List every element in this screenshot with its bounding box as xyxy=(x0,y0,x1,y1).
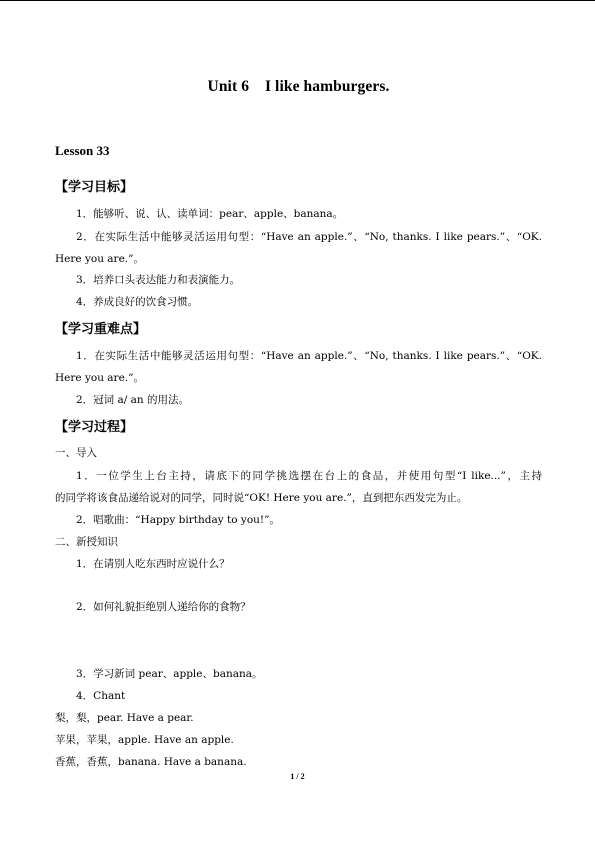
key-point-item: 1．在实际生活中能够灵活运用句型：“Have an apple.”、“No, thanks. I like pears.”、“OK. xyxy=(76,350,542,362)
part2-item: 3．学习新词 pear、apple、banana。 xyxy=(76,668,263,680)
goal-item: 4．养成良好的饮食习惯。 xyxy=(76,296,199,308)
part2-item: 2．如何礼貌拒绝别人递给你的食物？ xyxy=(76,601,251,613)
part2-item: 4．Chant xyxy=(76,690,126,702)
part1-item-continuation: 的同学将该食品递给说对的同学，同时说“OK! Here you are.”，直到把东西发完为止。 xyxy=(55,492,468,504)
lesson-label: Lesson 33 xyxy=(55,143,110,158)
goal-item: 1．能够听、说、认、读单词：pear、apple、banana。 xyxy=(76,208,344,220)
goal-item: 2．在实际生活中能够灵活运用句型：“Have an apple.”、“No, thanks. I like pears.”、“OK. xyxy=(76,231,542,243)
chant-line: 香蕉，香蕉，banana. Have a banana. xyxy=(55,756,247,768)
part2-item: 1．在请别人吃东西时应说什么？ xyxy=(76,558,230,570)
key-point-item: 2．冠词 a/ an 的用法。 xyxy=(76,394,190,406)
part2-title: 二、新授知识 xyxy=(55,536,118,548)
key-point-item-continuation: Here you are.”。 xyxy=(55,372,144,384)
document-title: Unit 6 I like hamburgers. xyxy=(207,78,390,95)
part1-title: 一、导入 xyxy=(55,447,97,459)
page-number: 1 / 2 xyxy=(290,772,305,781)
process-heading: 【学习过程】 xyxy=(55,420,134,435)
part1-item: 1．一位学生上台主持，请底下的同学挑选摆在台上的食品，并使用句型“I like...”，主持 xyxy=(76,470,542,482)
chant-line: 梨，梨，pear. Have a pear. xyxy=(55,712,194,724)
goal-item-continuation: Here you are.”。 xyxy=(55,253,144,265)
chant-line: 苹果，苹果，apple. Have an apple. xyxy=(55,734,234,746)
part1-item: 2．唱歌曲：“Happy birthday to you!”。 xyxy=(76,514,280,526)
top-rule xyxy=(0,0,595,1)
goal-item: 3．培养口头表达能力和表演能力。 xyxy=(76,274,241,286)
key-points-heading: 【学习重难点】 xyxy=(55,322,147,337)
goals-heading: 【学习目标】 xyxy=(55,180,134,195)
